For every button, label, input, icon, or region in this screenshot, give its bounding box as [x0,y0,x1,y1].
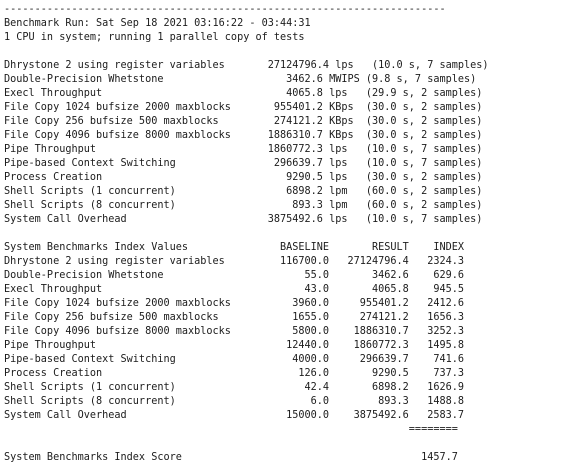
blank-line [4,45,569,59]
result-line: Pipe-based Context Switching 296639.7 lps (10.0 s, 7 samples) [4,158,483,169]
result-line: Dhrystone 2 using register variables 27124796.4 lps (10.0 s, 7 samples) [4,60,489,71]
blank-line [4,227,569,241]
result-line: Pipe Throughput 1860772.3 lps (10.0 s, 7 samples) [4,144,483,155]
index-row: Execl Throughput 43.0 4065.8 945.5 [4,284,465,295]
index-row: Shell Scripts (1 concurrent) 42.4 6898.2 1626.9 [4,382,465,393]
result-line: File Copy 256 bufsize 500 maxblocks 274121.2 KBps (30.0 s, 2 samples) [4,116,483,127]
benchmark-run-line: Benchmark Run: Sat Sep 18 2021 03:16:22 - 03:44:31 [4,18,311,29]
cpu-info-line: 1 CPU in system; running 1 parallel copy of tests [4,32,305,43]
index-row: System Call Overhead 15000.0 3875492.6 2583.7 [4,410,465,421]
result-line: Shell Scripts (1 concurrent) 6898.2 lpm (60.0 s, 2 samples) [4,186,483,197]
result-line: File Copy 1024 bufsize 2000 maxblocks 955401.2 KBps (30.0 s, 2 samples) [4,102,483,113]
index-row: Shell Scripts (8 concurrent) 6.0 893.3 1488.8 [4,396,465,407]
index-table [4,241,569,437]
index-row: Pipe Throughput 12440.0 1860772.3 1495.8 [4,340,465,351]
index-row: Pipe-based Context Switching 4000.0 296639.7 741.6 [4,354,465,365]
index-row: File Copy 4096 bufsize 8000 maxblocks 5800.0 1886310.7 3252.3 [4,326,465,337]
result-line: Double-Precision Whetstone 3462.6 MWIPS (9.8 s, 7 samples) [4,74,477,85]
index-table-header: System Benchmarks Index Values BASELINE RESULT INDEX [4,242,465,253]
index-row: Double-Precision Whetstone 55.0 3462.6 629.6 [4,270,465,281]
index-row: File Copy 1024 bufsize 2000 maxblocks 3960.0 955401.2 2412.6 [4,298,465,309]
header-rule: ------------------------------------------------------------------------ [4,4,446,15]
result-line: Shell Scripts (8 concurrent) 893.3 lpm (60.0 s, 2 samples) [4,200,483,211]
blank-line [4,437,569,451]
score-rule: ======== [4,424,458,435]
result-line: Execl Throughput 4065.8 lps (29.9 s, 2 samples) [4,88,483,99]
result-line: File Copy 4096 bufsize 8000 maxblocks 1886310.7 KBps (30.0 s, 2 samples) [4,130,483,141]
index-score-line: System Benchmarks Index Score 1457.7 [4,452,458,463]
index-row: File Copy 256 bufsize 500 maxblocks 1655.0 274121.2 1656.3 [4,312,465,323]
results-block [4,59,569,227]
index-row: Dhrystone 2 using register variables 116700.0 27124796.4 2324.3 [4,256,465,267]
result-line: System Call Overhead 3875492.6 lps (10.0 s, 7 samples) [4,214,483,225]
result-line: Process Creation 9290.5 lps (30.0 s, 2 samples) [4,172,483,183]
index-row: Process Creation 126.0 9290.5 737.3 [4,368,465,379]
